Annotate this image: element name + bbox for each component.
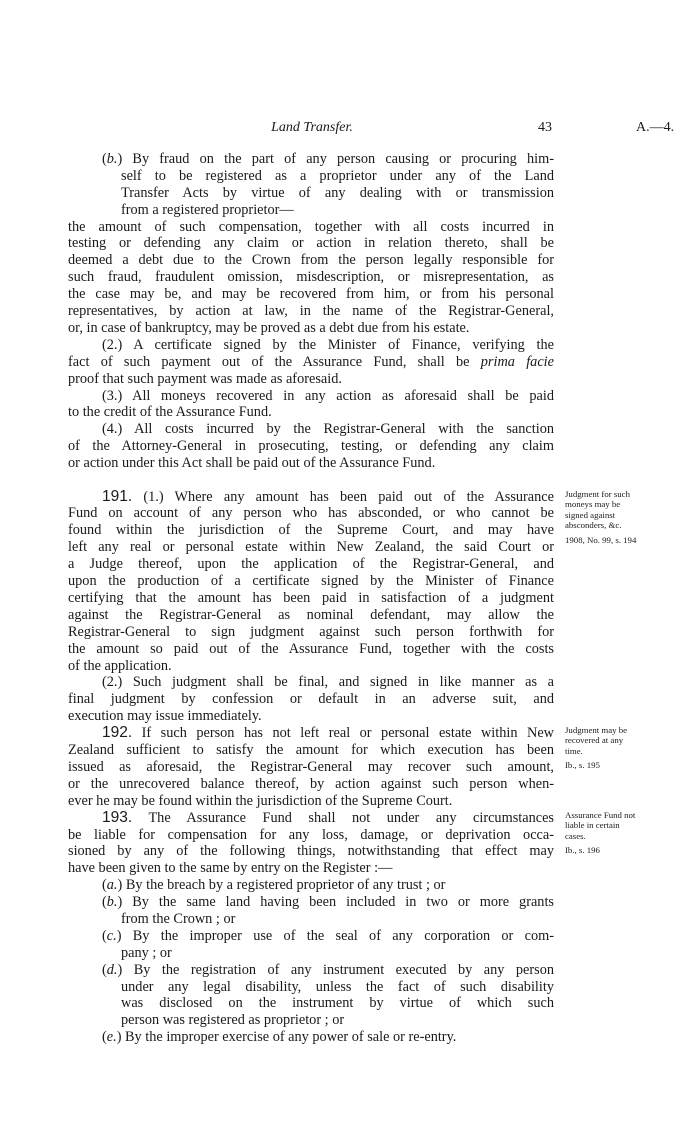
text-line: such fraud, fraudulent omission, misdescription, or misrepresentation, as xyxy=(68,269,554,286)
list-item xyxy=(68,1029,554,1046)
text-run: ) By fraud on the part of any person causing or procuring him- xyxy=(117,151,554,167)
clause-letter: b. xyxy=(106,151,118,167)
note-line: cases. xyxy=(565,830,586,841)
note-citation: Ib., s. 195 xyxy=(565,760,600,771)
section-number: 193. xyxy=(102,809,133,826)
text-line xyxy=(68,810,554,827)
text-line: left any real or personal estate within New Zealand, the said Court or xyxy=(68,539,554,556)
text-line: representatives, by action at law, in the name of the Registrar-General, xyxy=(68,303,554,320)
note-line: Judgment may be xyxy=(565,725,628,735)
margin-note-193 xyxy=(565,810,685,856)
text-line: was disclosed on the instrument by virtue of which such xyxy=(121,995,554,1012)
text-line: of the Attorney-General in prosecuting, testing, or defending any claim xyxy=(68,438,554,455)
note-line: signed against xyxy=(565,509,616,520)
text-line: to the credit of the Assurance Fund. xyxy=(68,404,272,421)
text-run: ) By the breach by a registered proprietor of any trust ; or xyxy=(117,877,446,894)
text-line: of the application. xyxy=(68,657,172,674)
text-line: Fund on account of any person who has absconded, or who cannot be xyxy=(68,505,554,522)
text-line: or action under this Act shall be paid out of the Assurance Fund. xyxy=(68,455,436,472)
text-line: ever he may be found within the jurisdiction of the Supreme Court. xyxy=(68,792,453,809)
text-run: ) By the improper use of the seal of any corporation or com- xyxy=(116,927,554,944)
text-line: have been given to the same by entry on the Register :— xyxy=(68,860,393,877)
text-line: or, in case of bankruptcy, may be proved as a debt due from his estate. xyxy=(68,319,470,336)
text-line: person was registered as proprietor ; or xyxy=(121,1012,345,1029)
text-line xyxy=(68,354,554,371)
text-line: certifying that the amount has been paid in satisfaction of a judgment xyxy=(68,589,554,606)
text-line: against the Registrar-General as nominal defendant, may allow the xyxy=(68,606,554,623)
text-line xyxy=(68,489,554,506)
text-line: sioned by any of the following things, notwithstanding that effect may xyxy=(68,843,554,860)
paren: ( xyxy=(102,877,107,894)
text-run: ) By the registration of any instrument executed by any person xyxy=(117,961,554,978)
text-line: Registrar-General to sign judgment against such person forthwith for xyxy=(68,623,554,640)
note-line: time. xyxy=(565,745,583,756)
text-line: (3.) All moneys recovered in any action as aforesaid shall be paid xyxy=(102,387,554,404)
text-line: found within the jurisdiction of the Supreme Court, and may have xyxy=(68,522,554,539)
note-citation: Ib., s. 196 xyxy=(565,845,600,856)
text-line: issued as aforesaid, the Registrar-General may recover such amount, xyxy=(68,758,554,775)
text-run: If such person has not left real or personal estate within New xyxy=(141,725,554,742)
italic-term: prima facie xyxy=(480,353,554,370)
text-line: or the unrecovered balance thereof, by action against such person when- xyxy=(68,775,554,792)
list-item xyxy=(68,894,554,911)
item-letter: a. xyxy=(106,877,118,894)
clause-b-fraud xyxy=(68,151,554,219)
item-letter: d. xyxy=(106,961,118,978)
running-title: Land Transfer. xyxy=(271,120,353,135)
section-number: 192. xyxy=(102,725,133,742)
text-run: The Assurance Fund shall not under any circumstances xyxy=(148,809,554,826)
note-line: Assurance Fund not xyxy=(565,810,636,820)
text-run: fact of such payment out of the Assurance Fund, shall be xyxy=(68,353,470,370)
text-line xyxy=(68,725,554,742)
section-191 xyxy=(68,489,554,725)
document-reference: A.—4. xyxy=(636,120,675,135)
note-line: absconders, &c. xyxy=(565,520,622,531)
paren: ( xyxy=(102,894,107,911)
item-letter: c. xyxy=(106,927,117,944)
text-line: final judgment by confession or default in an adverse suit, and xyxy=(68,691,554,708)
text-line xyxy=(68,151,554,168)
text-line: (2.) A certificate signed by the Minister of Finance, verifying the xyxy=(102,336,554,353)
text-line: from the Crown ; or xyxy=(121,911,236,928)
text-line: the case may be, and may be recovered from him, or from his personal xyxy=(68,286,554,303)
text-run: (1.) Where any amount has been paid out of the Assurance xyxy=(143,488,554,505)
text-run: ) By the improper exercise of any power of sale or re-entry. xyxy=(116,1029,457,1046)
text-line: Zealand sufficient to satisfy the amount for which execution has been xyxy=(68,742,554,759)
text-line: the amount so paid out of the Assurance Fund, together with the costs xyxy=(68,640,554,657)
text-line: be liable for compensation for any loss, damage, or deprivation occa- xyxy=(68,826,554,843)
text-line: testing or defending any claim or action in relation thereto, shall be xyxy=(68,235,554,252)
text-line: deemed a debt due to the Crown from the person legally responsible for xyxy=(68,252,554,269)
list-item xyxy=(68,962,554,979)
section-192 xyxy=(68,725,554,809)
paren: ( xyxy=(102,927,107,944)
text-line: Transfer Acts by virtue of any dealing with or transmission xyxy=(121,184,554,201)
note-citation: 1908, No. 99, s. 194 xyxy=(565,534,637,545)
section-193 xyxy=(68,810,554,1046)
text-line: execution may issue immediately. xyxy=(68,708,262,725)
margin-note-191 xyxy=(565,489,685,545)
note-line: liable in certain xyxy=(565,820,620,831)
text-line: proof that such payment was made as aforesaid. xyxy=(68,370,342,387)
text-line: (4.) All costs incurred by the Registrar-General with the sanction xyxy=(102,421,554,438)
item-letter: e. xyxy=(106,1029,117,1046)
text-line: from a registered proprietor— xyxy=(121,201,294,218)
item-letter: b. xyxy=(106,894,118,911)
note-line: Judgment for such xyxy=(565,489,630,499)
paren: ( xyxy=(102,961,107,978)
text-line: (2.) Such judgment shall be final, and signed in like manner as a xyxy=(102,674,554,691)
paren: ( xyxy=(102,151,107,167)
text-line: upon the production of a certificate signed by the Minister of Finance xyxy=(68,573,554,590)
list-item xyxy=(68,928,554,945)
text-line: pany ; or xyxy=(121,944,172,961)
page-number: 43 xyxy=(538,120,552,135)
note-line: recovered at any xyxy=(565,735,624,746)
text-line: a Judge thereof, upon the application of the Registrar-General, and xyxy=(68,556,554,573)
compensation-paragraph xyxy=(68,219,554,472)
section-number: 191. xyxy=(102,488,133,505)
text-run: ) By the same land having been included in two or more grants xyxy=(117,894,554,911)
text-line: the amount of such compensation, together with all costs incurred in xyxy=(68,218,554,235)
note-line: moneys may be xyxy=(565,499,621,510)
text-line: self to be registered as a proprietor under any of the Land xyxy=(121,167,554,184)
paren: ( xyxy=(102,1029,107,1046)
list-item xyxy=(68,877,554,894)
text-line: under any legal disability, unless the fact of such disability xyxy=(121,978,554,995)
margin-note-192 xyxy=(565,725,685,771)
